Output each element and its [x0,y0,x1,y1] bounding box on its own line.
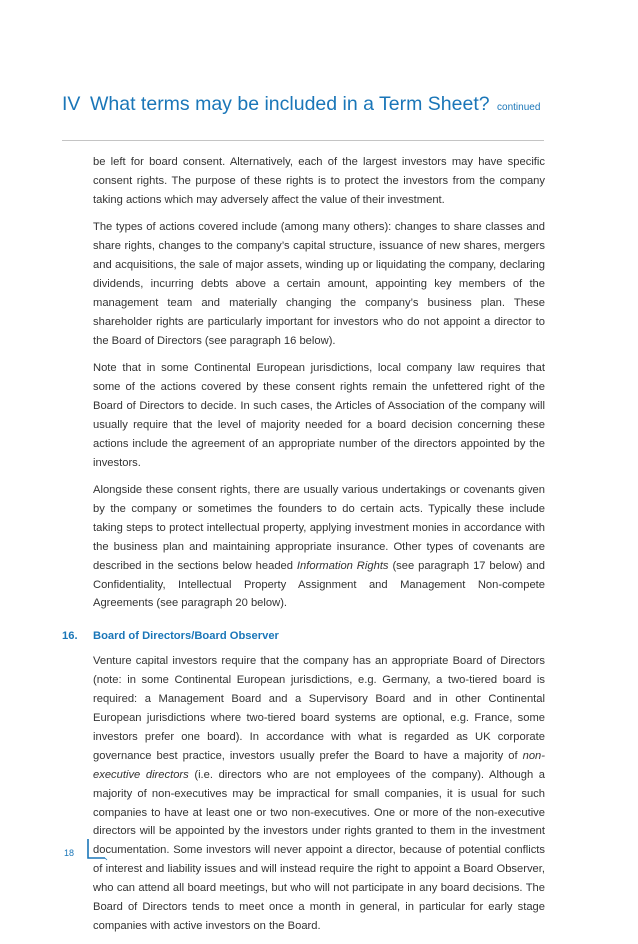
italic-term: non-executive directors [93,749,545,781]
page-number: 18 [64,848,75,858]
subsection-number: 16. [62,630,78,643]
italic-term: Information Rights [296,559,389,572]
paragraph: be left for board consent. Alternatively, each of the largest investors may have specific consent rights. The purpose of these rights is to protect the investors from the company taking actions which may adversely affect the value of their investment. [93,156,545,206]
corner-logo-icon [86,837,108,861]
paragraph-board [93,652,545,936]
text-run: (i.e. directors who are not employees of the company). Although a majority of non-executives may be impractical for small companies, it is usual for such companies to have at least one or two non-executives. One or more of the non-executive directors will be appointed by the investors under rights granted to them in the investment documentation. Some investors will never appoint a director, because of potential conflicts of interest and liability issues and will instead require the right to appoint a Board Observer, who can attend all board meetings, but who will not participate in any board decisions. The Board of Directors tends to meet once a month in general, in particular for early stage companies with active investors on the Board. [93,768,545,932]
subsection-title: Board of Directors/Board Observer [93,630,279,643]
text-run: Alongside these consent rights, there are usually various undertakings or covenants given by the company or sometimes the founders to do certain acts. Typically these include taking steps to protect intellectual property, applying investment monies in accordance with the business plan and maintaining appropriate insurance. Other types of covenants are described in the sections below headed [93,484,545,572]
section-heading [62,92,582,120]
text-run: (see paragraph 17 below) and Confidentiality, Intellectual Property Assignment and Management Non-compete Agreements (see paragraph 20 below). [93,559,545,610]
section-title: What terms may be included in a Term Sheet? [90,93,490,115]
paragraph: Note that in some Continental European jurisdictions, local company law requires that some of the actions covered by these consent rights remain the unfettered right of the Board of Directors to decide. In such cases, the Articles of Association of the company will usually require that the level of majority needed for a board decision concerning these actions include the agreement of an appropriate number of the directors appointed by the investors. [93,362,545,469]
paragraph-covenants [93,481,545,613]
subsection-heading [62,627,545,646]
paragraph: The types of actions covered include (among many others): changes to share classes and share rights, changes to the company’s capital structure, issuance of new shares, mergers and acquisitions, the sale of major assets, winding up or liquidating the company, declaring dividends, incurring debts above a certain amount, appointing key members of the management team and materially changing the company’s business plan. These shareholder rights are particularly important for investors who do not appoint a director to the Board of Directors (see paragraph 16 below). [93,221,545,347]
heading-divider [62,140,544,141]
text-run: Venture capital investors require that the company has an appropriate Board of Directors (note: in some Continental European jurisdictions, e.g. Germany, a two-tiered board is required: a Management Board and a Supervisory Board and in other Continental European jurisdictions where two-tiered board systems are optional, e.g. France, some investors prefer one board). In accordance with what is regarded as UK corporate governance best practice, investors usually prefer the Board to have a majority of [93,655,545,762]
section-number: IV [62,93,81,115]
continued-label: continued [497,102,541,113]
